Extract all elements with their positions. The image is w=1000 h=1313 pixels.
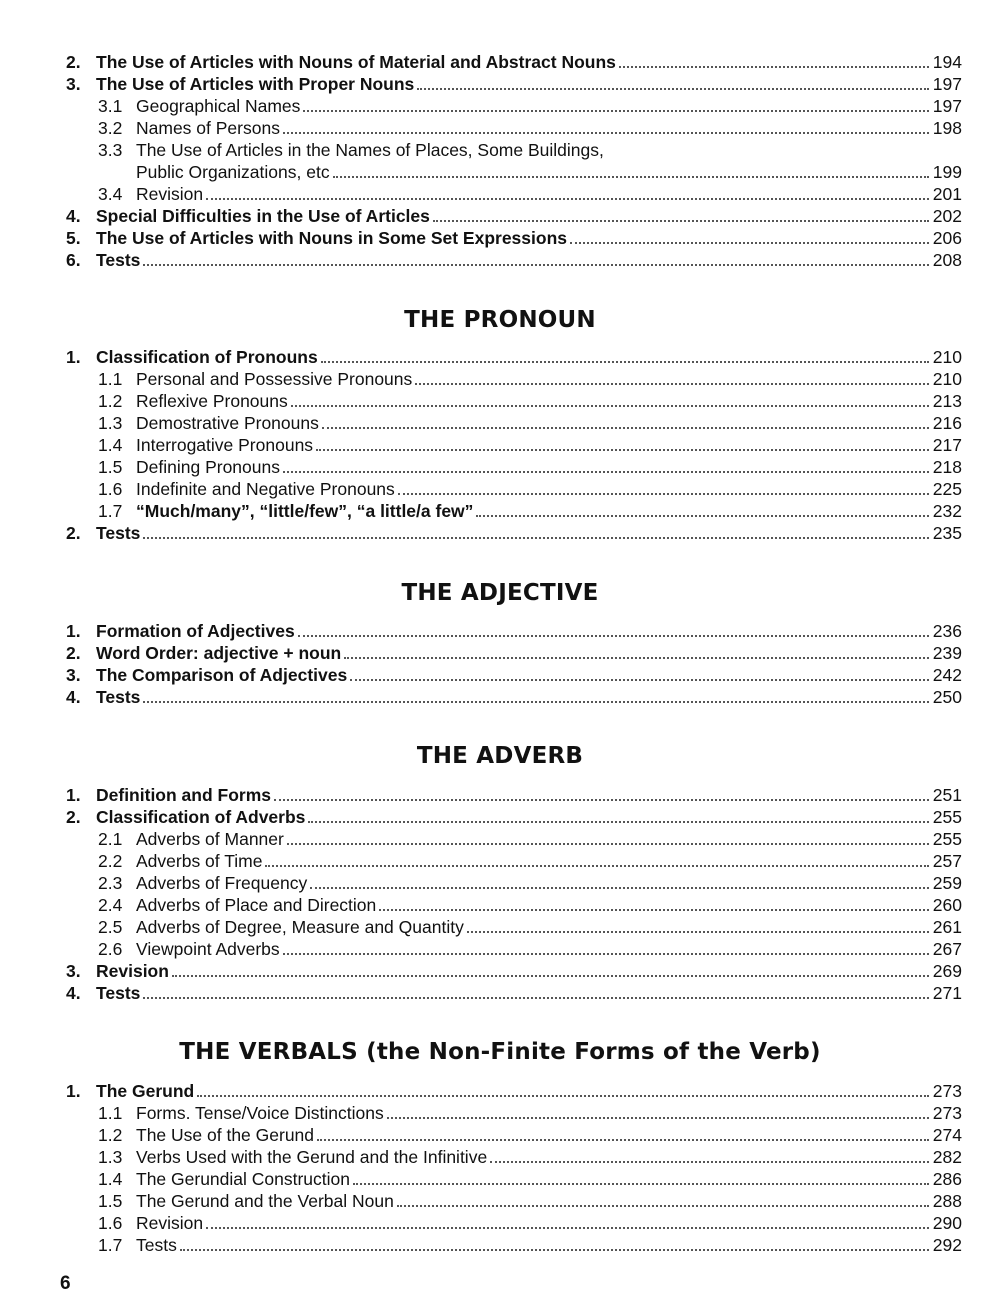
toc-entry [66,522,962,544]
dot-leader [322,426,929,429]
toc-entry-title: The Use of Articles with Nouns of Material and Abstract Nouns [96,52,616,72]
toc-entry-number: 1. [66,621,81,641]
dot-leader [619,65,929,68]
toc-entry-number: 1.1 [98,369,123,389]
toc-entry-number: 1.5 [98,1191,123,1211]
toc-entry-number: 1.6 [98,1213,123,1233]
toc-entry-page: 259 [932,873,962,893]
toc-entry-page: 273 [932,1081,962,1101]
toc-entry-number: 2. [66,643,81,663]
dot-leader [265,864,929,867]
toc-entry-number: 1. [66,785,81,805]
dot-leader [350,678,929,681]
toc-entry-title: Viewpoint Adverbs [136,939,280,959]
toc-entry-number: 3.3 [98,140,123,160]
toc-entry-title: Tests [96,523,141,543]
dot-leader [143,700,929,703]
toc-entry-title: The Use of Articles with Proper Nouns [96,74,415,94]
toc-entry-page: 260 [932,895,962,915]
dot-leader [353,1182,929,1185]
dot-leader [143,996,929,999]
dot-leader [476,514,929,517]
dot-leader [172,974,929,977]
dot-leader [310,886,929,889]
toc-entry-title: Tests [136,1235,177,1255]
toc-entry-number: 3. [66,961,81,981]
toc-entry-title: Geographical Names [136,96,301,116]
toc-entry-title: The Gerundial Construction [136,1169,350,1189]
toc-entry-title: Revision [96,961,169,981]
toc-entry [66,73,962,95]
toc-entry [66,828,962,850]
toc-entry-title: Special Difficulties in the Use of Articles [96,206,430,226]
toc-block-pronoun [66,346,962,544]
toc-entry-title: Word Order: adjective + noun [96,643,342,663]
dot-leader [490,1160,929,1163]
toc-entry-page: 202 [932,206,962,226]
dot-leader [344,656,929,659]
section-heading-verbals: THE VERBALS (the Non-Finite Forms of the Verb) [179,1039,821,1065]
toc-entry-page: 201 [932,184,962,204]
toc-entry-number: 5. [66,228,81,248]
toc-entry-number: 3. [66,74,81,94]
dot-leader [283,131,929,134]
toc-entry-number: 1.4 [98,1169,123,1189]
toc-entry-title: The Use of Articles in the Names of Places, Some Buildings, [136,140,604,160]
toc-entry-number: 2.1 [98,829,123,849]
dot-leader [433,219,929,222]
toc-entry-page: 267 [932,939,962,959]
toc-entry-title: Classification of Adverbs [96,807,306,827]
toc-entry-title: Demostrative Pronouns [136,413,319,433]
toc-entry-page: 236 [932,621,962,641]
toc-entry [66,412,962,434]
toc-entry-page: 208 [932,250,962,270]
toc-entry-title: Formation of Adjectives [96,621,295,641]
toc-entry [66,1124,962,1146]
toc-entry-page: 213 [932,391,962,411]
toc-entry-page: 288 [932,1191,962,1211]
toc-entry-title: Tests [96,983,141,1003]
dot-leader [397,1204,929,1207]
toc-entry-title: Tests [96,250,141,270]
toc-entry-title: Revision [136,1213,204,1233]
toc-entry [66,390,962,412]
toc-entry-page: 239 [932,643,962,663]
toc-entry [66,500,962,522]
toc-entry-number: 4. [66,206,81,226]
dot-leader [283,470,929,473]
dot-leader [317,1138,929,1141]
dot-leader [398,492,929,495]
toc-entry-page: 198 [932,118,962,138]
toc-entry-number: 3.1 [98,96,123,116]
toc-entry-number: 2. [66,52,81,72]
toc-entry [66,664,962,686]
toc-entry-number: 1.2 [98,391,123,411]
dot-leader [283,952,929,955]
toc-entry-number: 4. [66,983,81,1003]
dot-leader [287,842,929,845]
toc-entry-number: 1.7 [98,1235,123,1255]
dot-leader [570,241,929,244]
toc-entry-title: Adverbs of Time [136,851,263,871]
toc-entry-title: Adverbs of Frequency [136,873,308,893]
toc-entry-number: 1.1 [98,1103,123,1123]
footer-page-number: 6 [60,1273,71,1294]
toc-entry-page: 286 [932,1169,962,1189]
toc-entry [66,686,962,708]
dot-leader [206,1226,929,1229]
toc-entry [66,872,962,894]
dot-leader [143,536,929,539]
toc-entry-title: Revision [136,184,204,204]
toc-entry-page: 217 [932,435,962,455]
dot-leader [303,109,929,112]
dot-leader [206,197,929,200]
toc-entry-page: 255 [932,829,962,849]
toc-entry-page: 197 [932,96,962,116]
toc-entry-title: “Much/many”, “little/few”, “a little/a few” [136,501,474,521]
dot-leader [415,382,929,385]
section-heading-adverb: THE ADVERB [416,743,584,769]
dot-leader [197,1094,929,1097]
dot-leader [308,820,929,823]
toc-entry-page: 274 [932,1125,962,1145]
toc-entry [66,806,962,828]
toc-entry-title: Adverbs of Manner [136,829,284,849]
toc-entry-page: 261 [932,917,962,937]
toc-entry-number: 1.5 [98,457,123,477]
toc-entry-title: Verbs Used with the Gerund and the Infinitive [136,1147,488,1167]
toc-entry-title: Names of Persons [136,118,280,138]
toc-entry-page: 218 [932,457,962,477]
toc-entry [66,916,962,938]
toc-entry [66,850,962,872]
toc-entry-page: 225 [932,479,962,499]
toc-entry-page: 210 [932,347,962,367]
toc-entry-title: Reflexive Pronouns [136,391,288,411]
toc-entry [66,1190,962,1212]
toc-entry [66,982,962,1004]
dot-leader [316,448,929,451]
toc-entry-title: Public Organizations, etc [136,162,330,182]
toc-entry [66,938,962,960]
toc-entry-page: 197 [932,74,962,94]
dot-leader [379,908,929,911]
dot-leader [274,798,929,801]
toc-entry [66,51,962,73]
toc-entry-page: 269 [932,961,962,981]
toc-entry [66,183,962,205]
toc-entry [66,1212,962,1234]
dot-leader [143,263,929,266]
toc-entry-page: 206 [932,228,962,248]
toc-entry [66,1080,962,1102]
toc-entry-number: 1.4 [98,435,123,455]
toc-entry-page: 290 [932,1213,962,1233]
toc-entry-page: 216 [932,413,962,433]
toc-entry [66,620,962,642]
dot-leader [333,175,929,178]
toc-entry [66,1102,962,1124]
toc-entry-page: 194 [932,52,962,72]
toc-block-articles [66,51,962,271]
toc-entry-title: The Use of Articles with Nouns in Some Set Expressions [96,228,567,248]
toc-entry-number: 2. [66,807,81,827]
toc-entry-title: The Use of the Gerund [136,1125,315,1145]
toc-entry-number: 3. [66,665,81,685]
toc-entry-number: 1.6 [98,479,123,499]
toc-entry-title: Indefinite and Negative Pronouns [136,479,395,499]
section-heading-pronoun: THE PRONOUN [404,307,596,333]
toc-block-adjective [66,620,962,708]
toc-entry [66,1168,962,1190]
toc-entry [66,346,962,368]
toc-entry-page: 271 [932,983,962,1003]
toc-entry-page: 199 [932,162,962,182]
toc-entry-number: 1.7 [98,501,123,521]
toc-entry-title: Interrogative Pronouns [136,435,314,455]
toc-entry-number: 4. [66,687,81,707]
toc-entry-number: 2.6 [98,939,123,959]
toc-entry-number: 3.4 [98,184,123,204]
toc-entry [66,1146,962,1168]
toc-entry-number: 3.2 [98,118,123,138]
toc-entry-title: Defining Pronouns [136,457,280,477]
toc-entry-number: 1.2 [98,1125,123,1145]
toc-entry [66,456,962,478]
toc-entry [66,894,962,916]
toc-entry-page: 235 [932,523,962,543]
toc-entry-number: 6. [66,250,81,270]
toc-entry-number: 2.4 [98,895,123,915]
toc-entry-title: Adverbs of Place and Direction [136,895,377,915]
toc-entry-page: 255 [932,807,962,827]
toc-entry [66,139,962,161]
toc-entry [66,1234,962,1256]
toc-entry-title: The Comparison of Adjectives [96,665,348,685]
toc-entry-title: Adverbs of Degree, Measure and Quantity [136,917,464,937]
toc-entry [66,161,962,183]
toc-entry-page: 250 [932,687,962,707]
toc-entry-page: 292 [932,1235,962,1255]
toc-entry-page: 232 [932,501,962,521]
dot-leader [387,1116,929,1119]
toc-entry-title: Tests [96,687,141,707]
toc-block-adverb [66,784,962,1004]
dot-leader [321,360,929,363]
toc-entry-page: 251 [932,785,962,805]
toc-entry-title: Classification of Pronouns [96,347,318,367]
toc-entry [66,368,962,390]
toc-block-verbals [66,1080,962,1256]
dot-leader [467,930,929,933]
toc-entry [66,205,962,227]
toc-entry [66,249,962,271]
toc-entry [66,95,962,117]
toc-entry [66,434,962,456]
toc-entry-page: 210 [932,369,962,389]
toc-entry-number: 2.3 [98,873,123,893]
toc-entry-number: 1. [66,347,81,367]
toc-entry-title: The Gerund [96,1081,195,1101]
toc-entry-number: 1. [66,1081,81,1101]
toc-entry-page: 273 [932,1103,962,1123]
toc-entry-number: 2.5 [98,917,123,937]
toc-entry [66,117,962,139]
toc-entry-number: 2. [66,523,81,543]
toc-entry [66,642,962,664]
toc-entry-title: Forms. Tense/Voice Distinctions [136,1103,384,1123]
toc-entry [66,784,962,806]
dot-leader [291,404,929,407]
dot-leader [298,634,929,637]
toc-entry [66,960,962,982]
toc-entry-page: 242 [932,665,962,685]
toc-entry-page: 257 [932,851,962,871]
toc-entry-title: Personal and Possessive Pronouns [136,369,413,389]
toc-entry-title: Definition and Forms [96,785,271,805]
toc-entry-number: 2.2 [98,851,123,871]
toc-entry [66,478,962,500]
toc-entry-title: The Gerund and the Verbal Noun [136,1191,394,1211]
toc-entry-page: 282 [932,1147,962,1167]
toc-entry-number: 1.3 [98,1147,123,1167]
toc-entry [66,227,962,249]
dot-leader [417,87,929,90]
toc-entry-number: 1.3 [98,413,123,433]
section-heading-adjective: THE ADJECTIVE [401,580,599,606]
dot-leader [180,1248,929,1251]
